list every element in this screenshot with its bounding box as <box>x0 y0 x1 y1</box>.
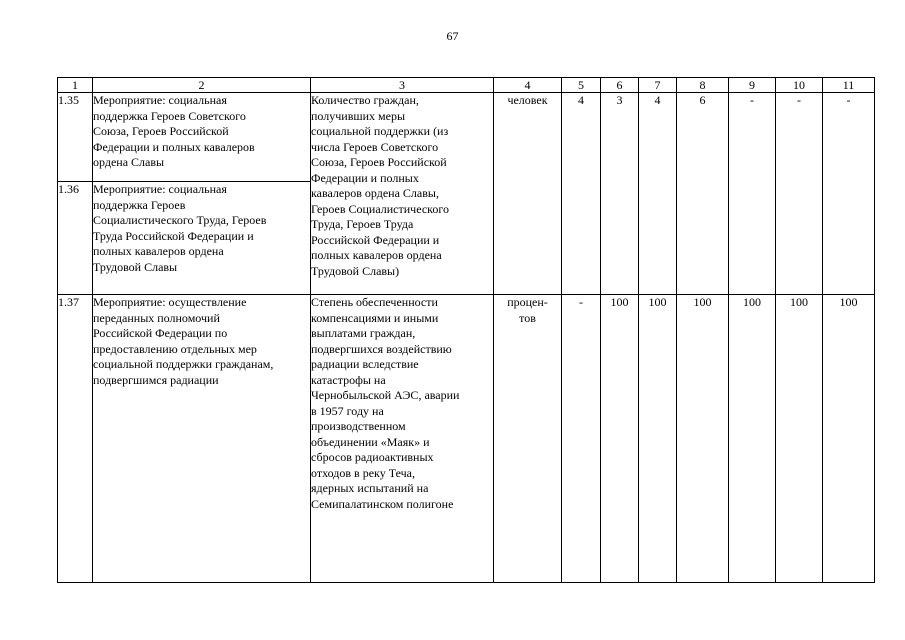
unit-of-measure: процен- тов <box>494 295 562 583</box>
column-header: 8 <box>677 78 729 93</box>
value-cell: 100 <box>823 295 875 583</box>
table-row <box>58 93 875 182</box>
row-number: 1.35 <box>58 93 93 182</box>
unit-of-measure: человек <box>494 93 562 295</box>
value-cell: - <box>729 93 776 295</box>
value-cell: - <box>823 93 875 295</box>
page-number: 67 <box>446 29 459 43</box>
column-header: 6 <box>601 78 639 93</box>
column-header: 2 <box>93 78 311 93</box>
value-cell: 100 <box>677 295 729 583</box>
column-header: 1 <box>58 78 93 93</box>
value-cell: 4 <box>639 93 677 295</box>
column-header: 5 <box>562 78 601 93</box>
table-row <box>58 295 875 583</box>
column-header: 11 <box>823 78 875 93</box>
row-number: 1.37 <box>58 295 93 583</box>
value-cell: 4 <box>562 93 601 295</box>
value-cell: - <box>776 93 823 295</box>
column-header: 7 <box>639 78 677 93</box>
value-cell: 100 <box>729 295 776 583</box>
activity-name: Мероприятие: осуществление переданных полномочий Российской Федерации по предоставлению отдельных мер социальной поддержки гражданам, подвергшимся радиации <box>93 295 311 583</box>
value-cell: 100 <box>639 295 677 583</box>
indicator-name: Степень обеспеченности компенсациями и иными выплатами граждан, подвергшихся воздействию радиации вследствие катастрофы на Чернобыльской АЭС, аварии в 1957 году на производственном объединении «Маяк» и сбросов радиоактивных отходов в реку Теча, ядерных испытаний на Семипалатинском полигоне <box>311 295 494 583</box>
indicator-table <box>57 77 875 583</box>
value-cell: 100 <box>776 295 823 583</box>
row-number: 1.36 <box>58 182 93 295</box>
column-header: 3 <box>311 78 494 93</box>
column-header: 4 <box>494 78 562 93</box>
column-number-row <box>58 78 875 93</box>
value-cell: 3 <box>601 93 639 295</box>
indicator-name: Количество граждан, получивших меры социальной поддержки (из числа Героев Советского Союза, Героев Российской Федерации и полных кавалеров ордена Славы, Героев Социалистического Труда, Героев Труда Российской Федерации и полных кавалеров ордена Трудовой Славы) <box>311 93 494 295</box>
value-cell: 6 <box>677 93 729 295</box>
activity-name: Мероприятие: социальная поддержка Героев Социалистического Труда, Героев Труда Российской Федерации и полных кавалеров ордена Трудовой Славы <box>93 182 311 295</box>
column-header: 9 <box>729 78 776 93</box>
value-cell: 100 <box>601 295 639 583</box>
value-cell: - <box>562 295 601 583</box>
column-header: 10 <box>776 78 823 93</box>
activity-name: Мероприятие: социальная поддержка Героев Советского Союза, Героев Российской Федерации и полных кавалеров ордена Славы <box>93 93 311 182</box>
